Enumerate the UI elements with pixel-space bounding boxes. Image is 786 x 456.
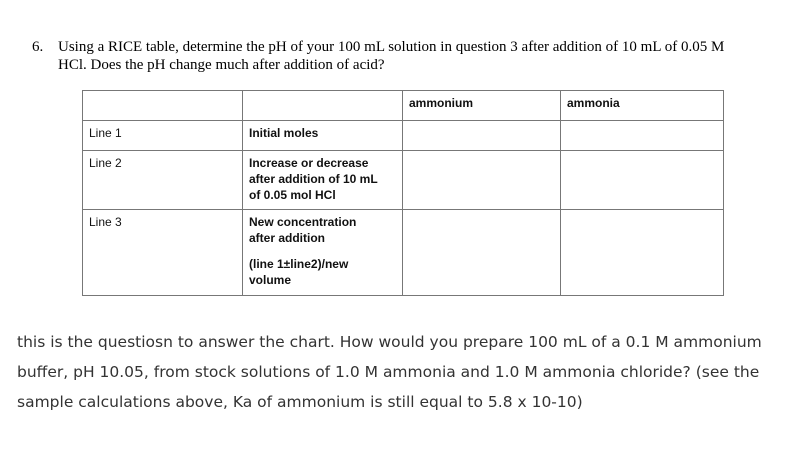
row-label-line-3: Line 3 <box>83 210 243 296</box>
row-label-line-2: Line 2 <box>83 151 243 210</box>
header-cell-ammonia: ammonia <box>561 91 724 121</box>
question-number: 6. <box>32 39 44 55</box>
table-row <box>83 151 724 210</box>
ammonium-cell-line-3 <box>403 210 561 296</box>
table-row <box>83 210 724 296</box>
header-cell-2 <box>243 91 403 121</box>
header-cell-1 <box>83 91 243 121</box>
row-description-line-1: Initial moles <box>243 121 403 151</box>
row-description-line-2: Increase or decrease after addition of 10 mL of 0.05 mol HCl <box>243 151 403 210</box>
question-note: this is the questiosn to answer the chart. How would you prepare 100 mL of a 0.1 M ammonium buffer, pH 10.05, from stock solutions of 1.0 M ammonia and 1.0 M ammonia chloride? (see the sample calculations above, Ka of ammonium is still equal to 5.8 x 10-10) <box>17 333 762 411</box>
header-cell-ammonium: ammonium <box>403 91 561 121</box>
question-text <box>32 38 772 74</box>
row-label-line-1: Line 1 <box>83 121 243 151</box>
rice-table <box>82 90 724 296</box>
ammonia-cell-line-3 <box>561 210 724 296</box>
row-description-line-3: New concentration after addition (line 1±line2)/new volume <box>243 210 403 296</box>
ammonia-cell-line-1 <box>561 121 724 151</box>
table-header-row <box>83 91 724 121</box>
question-line-1: Using a RICE table, determine the pH of your 100 mL solution in question 3 after addition of 10 mL of 0.05 M <box>58 39 725 55</box>
ammonium-cell-line-1 <box>403 121 561 151</box>
table-row <box>83 121 724 151</box>
question-line-2: HCl. Does the pH change much after addition of acid? <box>58 57 385 73</box>
ammonia-cell-line-2 <box>561 151 724 210</box>
ammonium-cell-line-2 <box>403 151 561 210</box>
